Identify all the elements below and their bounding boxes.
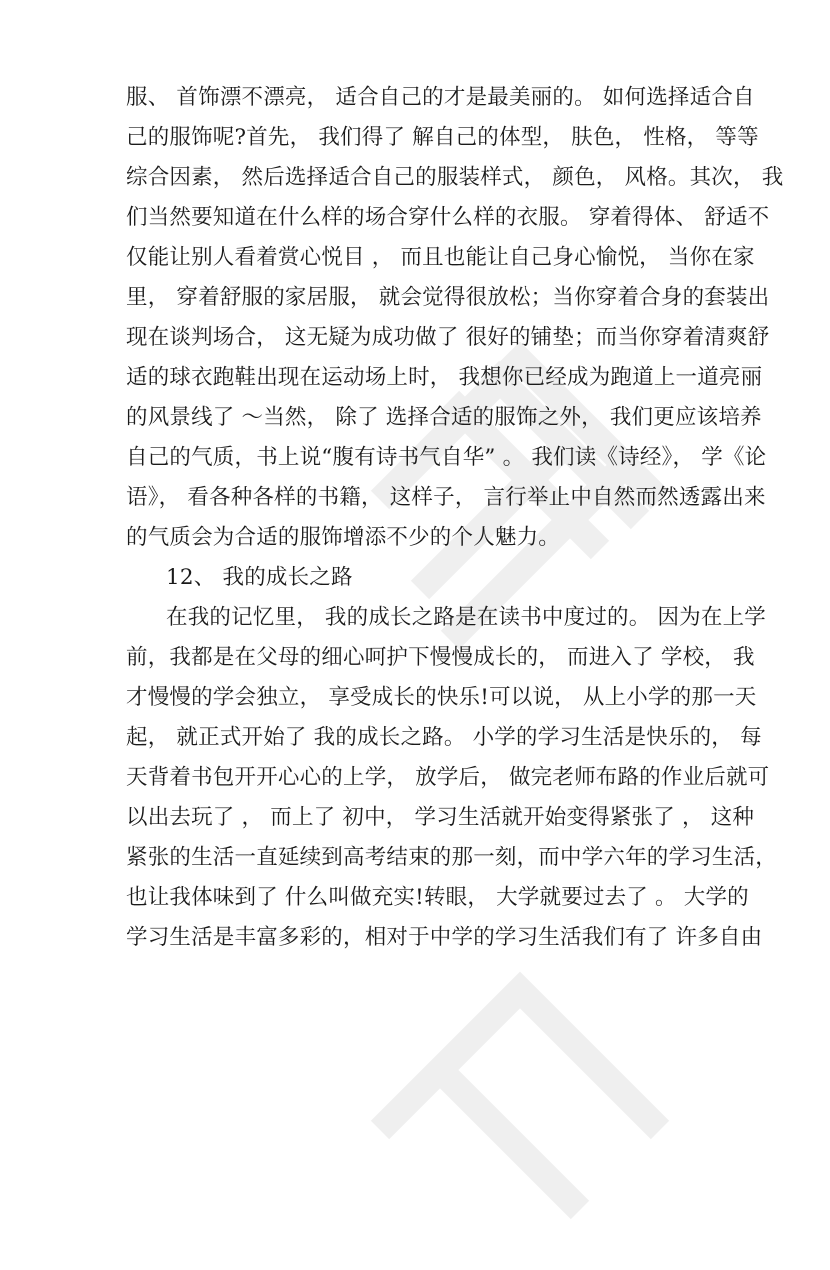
paragraph-clothing bbox=[126, 78, 784, 558]
text-line: 的气质会为合适的服饰增添不少的个人魅力。 bbox=[126, 525, 561, 550]
text-line: 适的球衣跑鞋出现在运动场上时， 我想你已经成为跑道上一道亮丽 bbox=[126, 365, 763, 390]
text-line: 自己的气质，书上说“腹有诗书气自华” 。 我们读《诗经》， 学《论 bbox=[126, 445, 767, 470]
section-heading: 12、 我的成长之路 bbox=[166, 565, 353, 590]
text-line: 紧张的生活一直延续到高考结束的那一刻，而中学六年的学习生活， bbox=[126, 845, 778, 870]
text-line: 的风景线了 ～当然， 除了 选择合适的服饰之外， 我们更应该培养 bbox=[126, 405, 762, 430]
text-line: 以出去玩了 ， 而上了 初中， 学习生活就开始变得紧张了 ， 这种 bbox=[126, 805, 755, 830]
text-line: 语》， 看各种各样的书籍， 这样子， 言行举止中自然而然透露出来 bbox=[126, 485, 766, 510]
text-line: 综合因素， 然后选择适合自己的服装样式， 颜色， 风格。其次， 我 bbox=[126, 165, 784, 190]
text-line: 们当然要知道在什么样的场合穿什么样的衣服。 穿着得体、 舒适不 bbox=[126, 205, 770, 230]
paragraph-growth bbox=[126, 598, 778, 958]
text-line: 起， 就正式开始了 我的成长之路。 小学的学习生活是快乐的， 每 bbox=[126, 725, 762, 750]
text-line: 服、 首饰漂不漂亮， 适合自己的才是最美丽的。 如何选择适合自 bbox=[126, 85, 755, 110]
text-line: 才慢慢的学会独立， 享受成长的快乐!可以说， 从上小学的那一天 bbox=[126, 685, 757, 710]
text-line: 学习生活是丰富多彩的，相对于中学的学习生活我们有了 许多自由 bbox=[126, 925, 763, 950]
text-line: 也让我体味到了 什么叫做充实!转眼， 大学就要过去了 。 大学的 bbox=[126, 885, 749, 910]
document-body bbox=[126, 78, 784, 958]
text-line: 里， 穿着舒服的家居服， 就会觉得很放松；当你穿着合身的套装出 bbox=[126, 285, 770, 310]
text-line: 在我的记忆里， 我的成长之路是在读书中度过的。 因为在上学 bbox=[166, 605, 766, 630]
text-line: 己的服饰呢?首先， 我们得了 解自己的体型， 肤色， 性格， 等等 bbox=[126, 125, 759, 150]
text-line: 仅能让别人看着赏心悦目 ， 而且也能让自己身心愉悦， 当你在家 bbox=[126, 245, 755, 270]
text-line: 天背着书包开开心心的上学， 放学后， 做完老师布路的作业后就可 bbox=[126, 765, 770, 790]
text-line: 现在谈判场合， 这无疑为成功做了 很好的铺垫；而当你穿着清爽舒 bbox=[126, 325, 770, 350]
text-line: 前，我都是在父母的细心呵护下慢慢成长的， 而进入了 学校， 我 bbox=[126, 645, 755, 670]
